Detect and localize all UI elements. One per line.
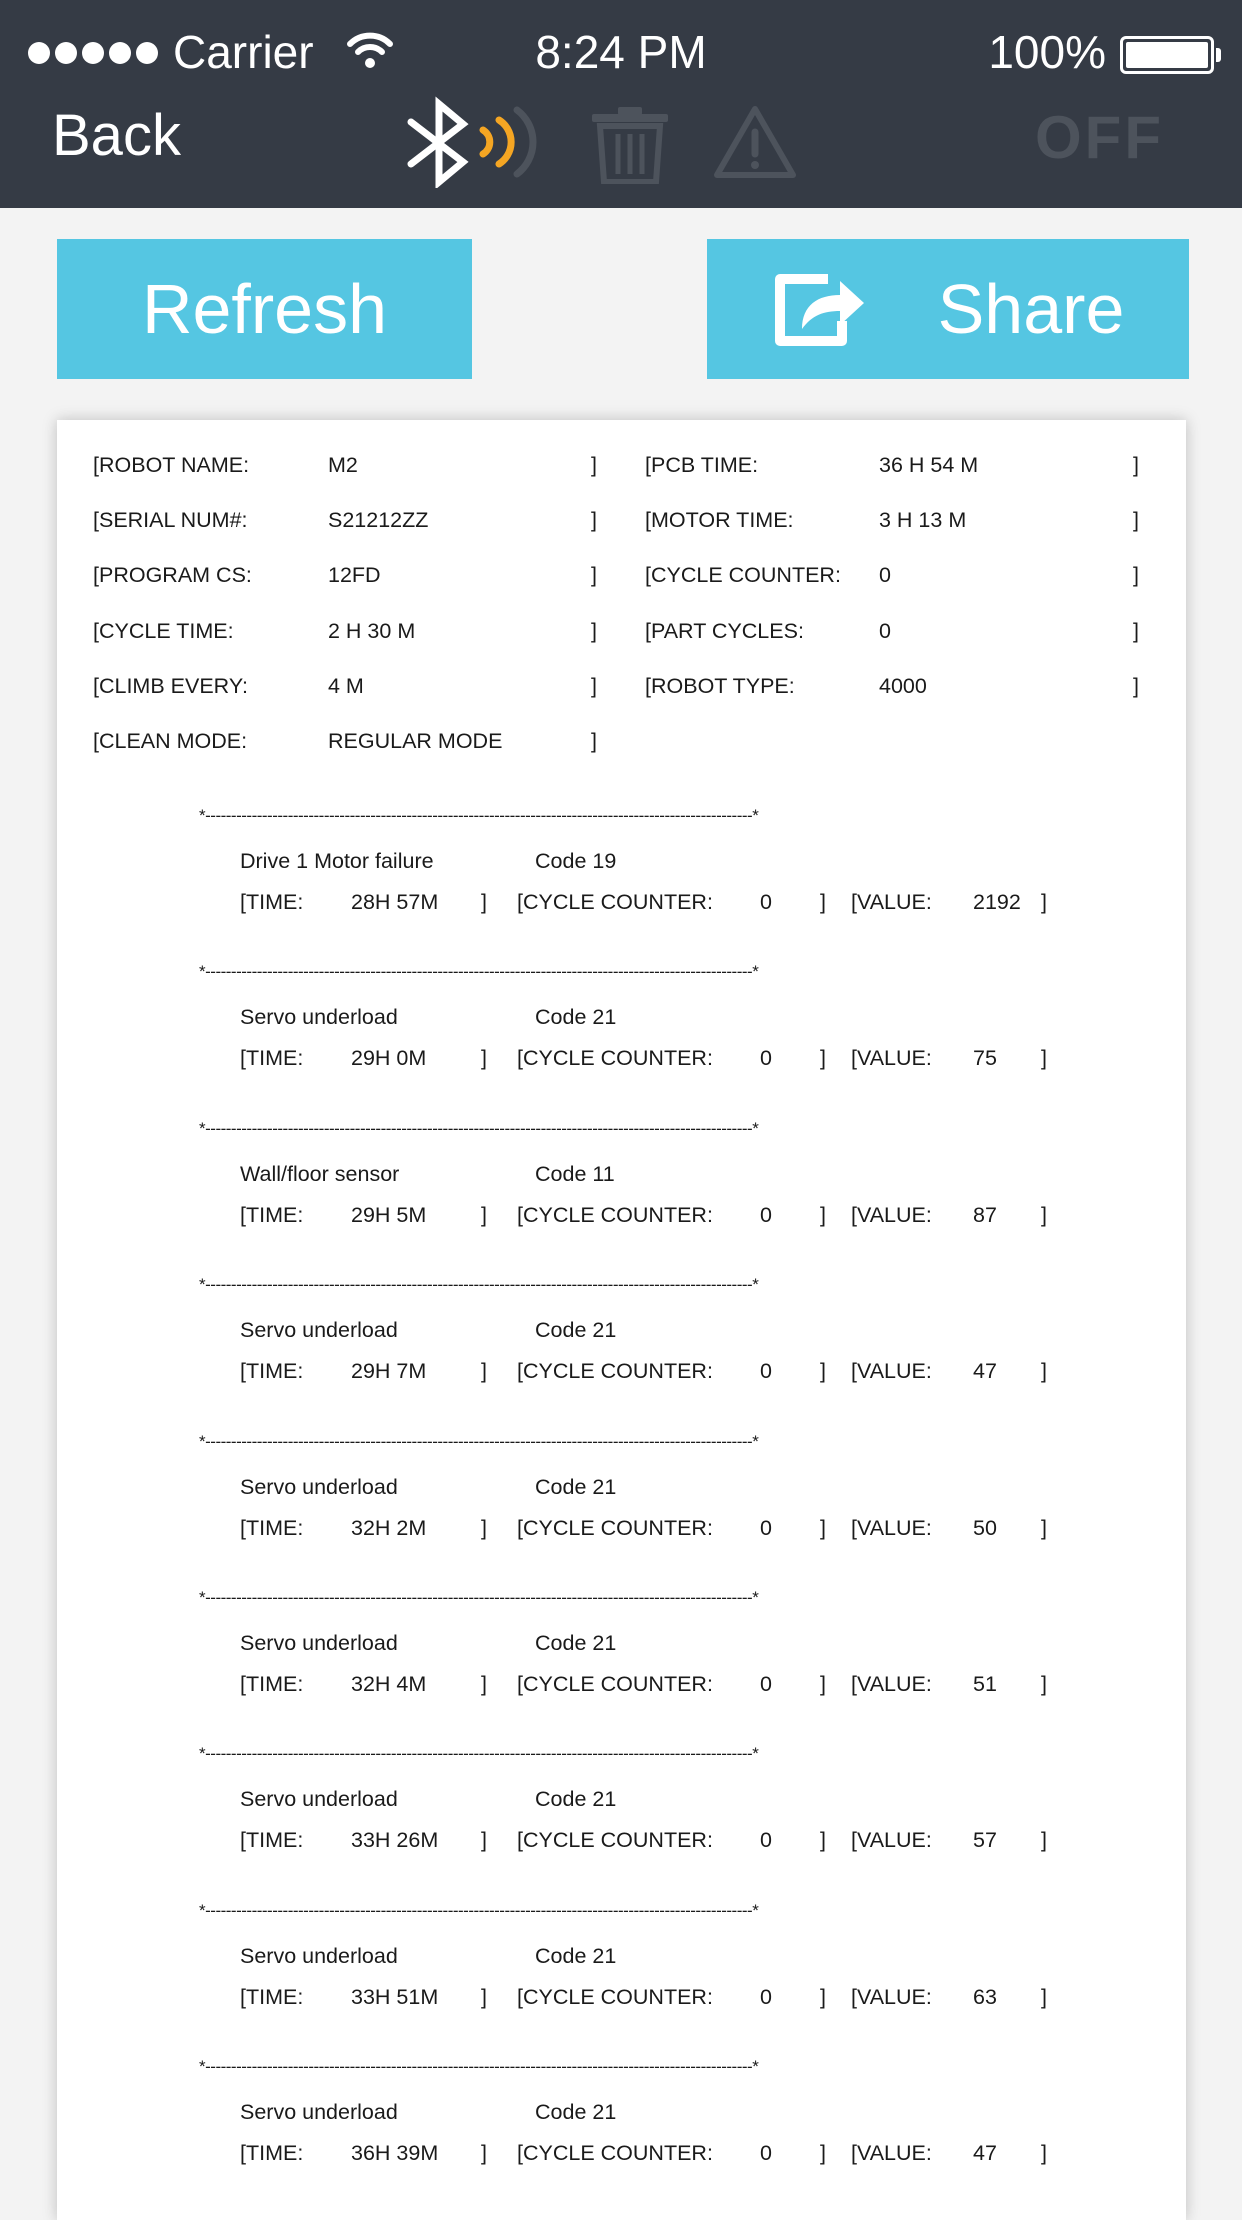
bracket: ] [481,1515,487,1540]
event-cycle: 0 [760,1515,772,1540]
info-bracket: ] [591,673,597,698]
bracket: ] [820,1984,826,2009]
info-row [57,671,1186,701]
event-title [57,1002,1186,1032]
event-code: Code 21 [535,1318,617,1343]
section-divider: *----------------------------------------------------------------------------------------------------------* [199,1275,759,1295]
value-label: [VALUE: [851,1984,932,2009]
time-label: [TIME: [240,890,304,914]
bracket: ] [481,1672,487,1696]
info-bracket: ] [591,618,597,643]
bracket: ] [820,1202,826,1227]
info-label: [PCB TIME: [645,453,759,477]
event-time: 29H 7M [351,1359,427,1384]
event-value: 75 [973,1046,997,1071]
bracket: ] [820,1828,826,1853]
report-document [57,420,1186,2220]
info-label: [MOTOR TIME: [645,508,794,533]
event-data-row [57,1825,1186,1855]
bracket: ] [1041,1672,1047,1696]
event-time: 33H 51M [351,1984,439,2009]
event-time: 29H 5M [351,1202,427,1227]
cycle-counter-label: [CYCLE COUNTER: [517,1984,713,2009]
event-name: Servo underload [240,1474,398,1499]
event-cycle: 0 [760,1672,772,1696]
event-value: 63 [973,1984,997,2009]
power-toggle[interactable]: OFF [1035,104,1164,171]
status-time: 8:24 PM [535,26,707,78]
section-divider: *----------------------------------------------------------------------------------------------------------* [199,1744,759,1764]
event-time: 36H 39M [351,2141,439,2166]
bracket: ] [481,1046,487,1071]
top-bar [0,0,1242,208]
section-divider: *----------------------------------------------------------------------------------------------------------* [199,1118,759,1138]
event-name: Servo underload [240,1631,398,1655]
event-data-row [57,1043,1186,1073]
info-row [57,616,1186,646]
time-label: [TIME: [240,1359,304,1384]
info-bracket: ] [1133,673,1139,698]
info-value: 4 M [328,673,364,698]
event-code: Code 19 [535,849,617,873]
info-label: [PROGRAM CS: [93,563,252,588]
event-time: 29H 0M [351,1046,427,1071]
info-bracket: ] [1133,618,1139,643]
event-name: Servo underload [240,1787,398,1812]
cycle-counter-label: [CYCLE COUNTER: [517,2141,713,2166]
info-bracket: ] [591,453,597,477]
event-time: 32H 4M [351,1672,427,1696]
info-value: 0 [879,618,891,643]
info-value: 3 H 13 M [879,508,967,533]
warning-icon[interactable] [713,104,797,180]
event-name: Servo underload [240,1943,398,1968]
info-bracket: ] [1133,508,1139,533]
cycle-counter-label: [CYCLE COUNTER: [517,1046,713,1071]
event-data-row [57,1669,1186,1699]
info-value: 0 [879,563,891,588]
info-bracket: ] [1133,563,1139,588]
info-row [57,560,1186,590]
cycle-counter-label: [CYCLE COUNTER: [517,1359,713,1384]
section-divider: *----------------------------------------------------------------------------------------------------------* [199,962,759,982]
event-title [57,1159,1186,1189]
section-divider: *----------------------------------------------------------------------------------------------------------* [199,1431,759,1451]
cycle-counter-label: [CYCLE COUNTER: [517,1828,713,1853]
bracket: ] [481,1984,487,2009]
event-code: Code 21 [535,1787,617,1812]
bracket: ] [481,1202,487,1227]
bracket: ] [820,890,826,914]
event-cycle: 0 [760,1828,772,1853]
value-label: [VALUE: [851,1672,932,1696]
time-label: [TIME: [240,2141,304,2166]
event-title [57,1784,1186,1814]
value-label: [VALUE: [851,2141,932,2166]
event-value: 51 [973,1672,997,1696]
event-data-row [57,887,1186,917]
event-data-row [57,1356,1186,1386]
bracket: ] [820,1515,826,1540]
event-title [57,1941,1186,1971]
bracket: ] [1041,2141,1047,2166]
bracket: ] [1041,1359,1047,1384]
time-label: [TIME: [240,1046,304,1071]
refresh-button-label: Refresh [141,270,388,348]
bracket: ] [1041,1984,1047,2009]
event-code: Code 21 [535,1943,617,1968]
bracket: ] [820,1672,826,1696]
bracket: ] [481,1828,487,1853]
event-time: 32H 2M [351,1515,427,1540]
event-cycle: 0 [760,1046,772,1071]
time-label: [TIME: [240,1672,304,1696]
event-name: Drive 1 Motor failure [240,849,434,873]
info-value: REGULAR MODE [328,729,503,753]
info-label: [CYCLE TIME: [93,618,234,643]
bracket: ] [820,1046,826,1071]
event-name: Servo underload [240,1005,398,1030]
info-row [57,726,1186,756]
event-title [57,2097,1186,2127]
event-code: Code 21 [535,2100,617,2125]
section-divider: *----------------------------------------------------------------------------------------------------------* [199,2057,759,2077]
section-divider: *----------------------------------------------------------------------------------------------------------* [199,806,759,825]
trash-icon[interactable] [588,106,672,184]
value-label: [VALUE: [851,1202,932,1227]
bracket: ] [481,2141,487,2166]
bracket: ] [820,2141,826,2166]
bracket: ] [481,1359,487,1384]
info-bracket: ] [1133,453,1139,477]
event-name: Servo underload [240,1318,398,1343]
share-button[interactable] [707,239,1189,379]
event-title [57,1472,1186,1502]
info-value: 36 H 54 M [879,453,979,477]
cycle-counter-label: [CYCLE COUNTER: [517,1202,713,1227]
section-divider: *----------------------------------------------------------------------------------------------------------* [199,1900,759,1920]
info-label: [ROBOT TYPE: [645,673,795,698]
info-value: 2 H 30 M [328,618,416,643]
value-label: [VALUE: [851,1046,932,1071]
event-cycle: 0 [760,2141,772,2166]
bracket: ] [1041,1515,1047,1540]
info-row [57,450,1186,480]
carrier-name: Carrier [173,26,314,78]
event-code: Code 21 [535,1005,617,1030]
event-value: 47 [973,2141,997,2166]
info-value: M2 [328,453,358,477]
info-label: [CLIMB EVERY: [93,673,248,698]
time-label: [TIME: [240,1515,304,1540]
cycle-counter-label: [CYCLE COUNTER: [517,1515,713,1540]
info-value: 12FD [328,563,381,588]
event-value: 2192 [973,890,1021,914]
info-label: [CYCLE COUNTER: [645,563,841,588]
info-bracket: ] [591,563,597,588]
bracket: ] [820,1359,826,1384]
event-value: 47 [973,1359,997,1384]
event-name: Wall/floor sensor [240,1161,400,1186]
share-icon [772,271,868,347]
event-data-row [57,1200,1186,1230]
status-bar [0,0,1242,104]
battery-percent: 100% [988,26,1106,78]
bluetooth-icon[interactable] [405,96,545,188]
cycle-counter-label: [CYCLE COUNTER: [517,1672,713,1696]
bracket: ] [1041,1202,1047,1227]
event-code: Code 21 [535,1631,617,1655]
event-data-row [57,2138,1186,2168]
event-code: Code 21 [535,1474,617,1499]
info-label: [CLEAN MODE: [93,729,248,753]
event-title [57,1315,1186,1345]
info-value: 4000 [879,673,927,698]
refresh-button[interactable] [57,239,472,379]
bracket: ] [481,890,487,914]
event-name: Servo underload [240,2100,398,2125]
time-label: [TIME: [240,1984,304,2009]
info-label: [ROBOT NAME: [93,453,250,477]
event-title [57,1628,1186,1658]
event-code: Code 11 [535,1161,615,1186]
value-label: [VALUE: [851,1515,932,1540]
battery-icon [1120,36,1214,74]
value-label: [VALUE: [851,890,932,914]
info-label: [PART CYCLES: [645,618,804,643]
event-cycle: 0 [760,1359,772,1384]
bracket: ] [1041,1046,1047,1071]
info-bracket: ] [591,729,597,753]
bracket: ] [1041,890,1047,914]
section-divider: *----------------------------------------------------------------------------------------------------------* [199,1588,759,1607]
info-bracket: ] [591,508,597,533]
time-label: [TIME: [240,1202,304,1227]
event-value: 87 [973,1202,997,1227]
info-row [57,505,1186,535]
bracket: ] [1041,1828,1047,1853]
info-label: [SERIAL NUM#: [93,508,248,533]
event-title [57,846,1186,876]
info-value: S21212ZZ [328,508,429,533]
value-label: [VALUE: [851,1828,932,1853]
event-value: 57 [973,1828,997,1853]
back-button[interactable]: Back [52,103,181,168]
event-time: 33H 26M [351,1828,439,1853]
event-cycle: 0 [760,890,772,914]
event-data-row [57,1513,1186,1543]
event-data-row [57,1982,1186,2012]
share-button-label: Share [937,270,1125,348]
value-label: [VALUE: [851,1359,932,1384]
cycle-counter-label: [CYCLE COUNTER: [517,890,713,914]
event-cycle: 0 [760,1202,772,1227]
time-label: [TIME: [240,1828,304,1853]
event-time: 28H 57M [351,890,439,914]
event-cycle: 0 [760,1984,772,2009]
event-value: 50 [973,1515,997,1540]
